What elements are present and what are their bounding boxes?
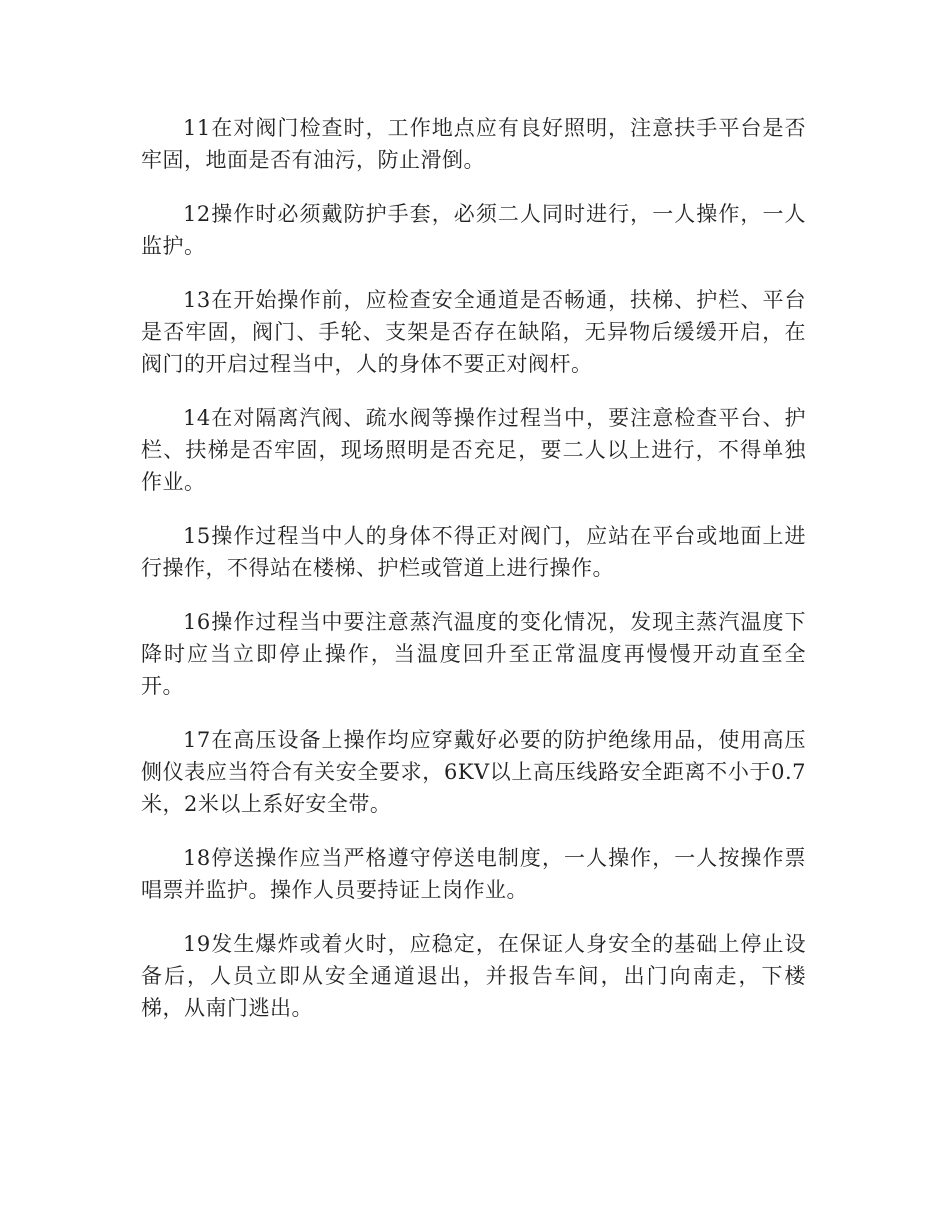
paragraph-11: 11在对阀门检查时，工作地点应有良好照明，注意扶手平台是否牢固，地面是否有油污，防止滑倒。 (141, 116, 806, 172)
paragraph-19: 19发生爆炸或着火时，应稳定，在保证人身安全的基础上停止设备后，人员立即从安全通道退出，并报告车间，出门向南走，下楼梯，从南门逃出。 (141, 932, 806, 1020)
paragraph-15: 15操作过程当中人的身体不得正对阀门，应站在平台或地面上进行操作，不得站在楼梯、护栏或管道上进行操作。 (141, 524, 806, 580)
paragraph-13: 13在开始操作前，应检查安全通道是否畅通，扶梯、护栏、平台是否牢固，阀门、手轮、支架是否存在缺陷，无异物后缓缓开启，在阀门的开启过程当中，人的身体不要正对阀杆。 (141, 288, 806, 376)
document-body (141, 112, 806, 1046)
paragraph-12: 12操作时必须戴防护手套，必须二人同时进行，一人操作，一人监护。 (141, 202, 806, 258)
paragraph-18: 18停送操作应当严格遵守停送电制度，一人操作，一人按操作票唱票并监护。操作人员要持证上岗作业。 (141, 846, 806, 902)
paragraph-16: 16操作过程当中要注意蒸汽温度的变化情况，发现主蒸汽温度下降时应当立即停止操作，当温度回升至正常温度再慢慢开动直至全开。 (141, 610, 806, 698)
paragraph-17: 17在高压设备上操作均应穿戴好必要的防护绝缘用品，使用高压侧仪表应当符合有关安全要求，6KV以上高压线路安全距离不小于0.7米，2米以上系好安全带。 (141, 728, 806, 816)
paragraph-14: 14在对隔离汽阀、疏水阀等操作过程当中，要注意检查平台、护栏、扶梯是否牢固，现场照明是否充足，要二人以上进行，不得单独作业。 (141, 406, 806, 494)
